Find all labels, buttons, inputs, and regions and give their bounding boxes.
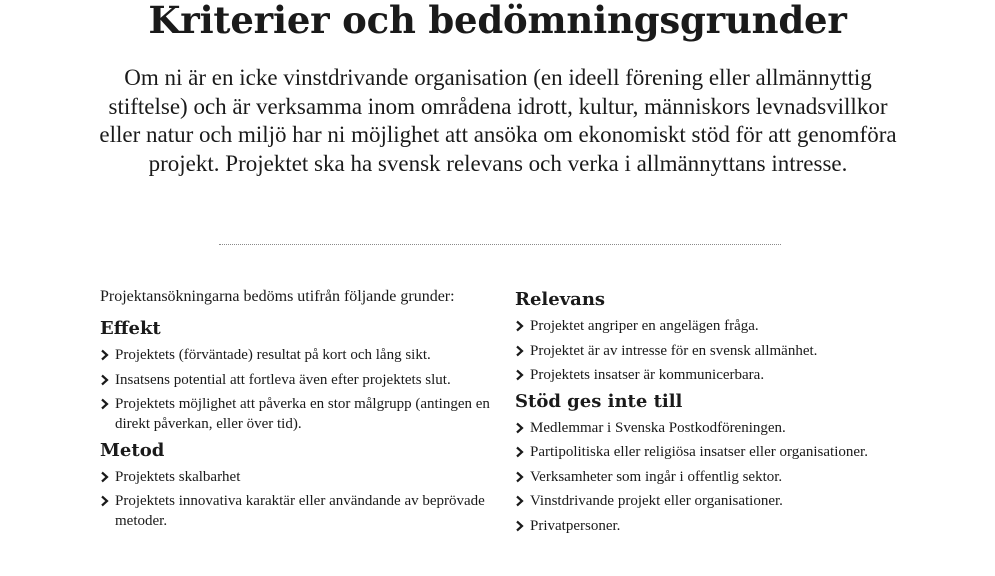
list-item (100, 467, 500, 487)
chevron-right-icon (100, 349, 110, 361)
list-item (515, 316, 915, 336)
effekt-heading: Effekt (100, 318, 161, 339)
chevron-right-icon (515, 471, 525, 483)
list-item-text: Projektets insatser är kommunicerbara. (530, 367, 765, 383)
relevans-heading: Relevans (515, 289, 606, 310)
list-item (515, 516, 915, 536)
chevron-right-icon (515, 320, 525, 332)
intro-paragraph: Om ni är en icke vinstdrivande organisation (en ideell förening eller allmännyttig stiftelse) och är verksamma inom områdena idrott, kultur, människors levnadsvillkor eller natur och miljö har ni möjlighet att ansöka om ekonomiskt stöd för att genomföra projekt. Projektet ska ha svensk relevans och verka i allmännyttans intresse. (99, 65, 897, 176)
list-item (100, 491, 500, 531)
list-item-text: Medlemmar i Svenska Postkodföreningen. (530, 419, 786, 436)
list-item-text: Projektets (förväntade) resultat på kort och lång sikt. (115, 347, 431, 363)
list-item-text: Projektet angriper en angelägen fråga. (530, 318, 759, 334)
effekt-list (100, 345, 500, 434)
list-item (515, 491, 915, 511)
list-item-text: Projektets innovativa karaktär eller användande av beprövade metoder. (115, 493, 485, 529)
relevans-list (515, 316, 915, 385)
list-item-text: Projektet är av intresse för en svensk allmänhet. (530, 342, 818, 359)
list-item (100, 394, 500, 434)
list-item (515, 467, 915, 487)
criteria-lead-text: Projektansökningarna bedöms utifrån följande grunder: (100, 288, 455, 305)
list-item-text: Vinstdrivande projekt eller organisationer. (530, 493, 783, 509)
list-item (100, 370, 500, 390)
list-item-text: Partipolitiska eller religiösa insatser eller organisationer. (530, 444, 868, 460)
stod-ges-inte-till-heading: Stöd ges inte till (515, 390, 683, 412)
list-item-text: Verksamheter som ingår i offentlig sektor. (530, 468, 783, 485)
chevron-right-icon (100, 471, 110, 483)
list-item-text: Projektets möjlighet att påverka en stor målgrupp (antingen en direkt påverkan, eller över tid). (115, 396, 490, 432)
criteria-left-column (100, 286, 500, 536)
list-item-text: Privatpersoner. (530, 517, 621, 534)
chevron-right-icon (100, 374, 110, 386)
chevron-right-icon (100, 398, 110, 410)
list-item (100, 345, 500, 365)
metod-list (100, 467, 500, 532)
stod-ges-inte-till-list (515, 418, 915, 536)
chevron-right-icon (100, 495, 110, 507)
chevron-right-icon (515, 446, 525, 458)
list-item-text: Projektets skalbarhet (115, 468, 241, 485)
criteria-right-column (515, 288, 915, 540)
chevron-right-icon (515, 520, 525, 532)
chevron-right-icon (515, 369, 525, 381)
chevron-right-icon (515, 345, 525, 357)
list-item (515, 442, 915, 462)
list-item (515, 365, 915, 385)
chevron-right-icon (515, 422, 525, 434)
list-item-text: Insatsens potential att fortleva även efter projektets slut. (115, 371, 451, 388)
metod-heading: Metod (100, 439, 165, 461)
section-divider (219, 244, 781, 245)
page-title: Kriterier och bedömningsgrunder (148, 0, 847, 42)
chevron-right-icon (515, 495, 525, 507)
list-item (515, 418, 915, 438)
list-item (515, 341, 915, 361)
